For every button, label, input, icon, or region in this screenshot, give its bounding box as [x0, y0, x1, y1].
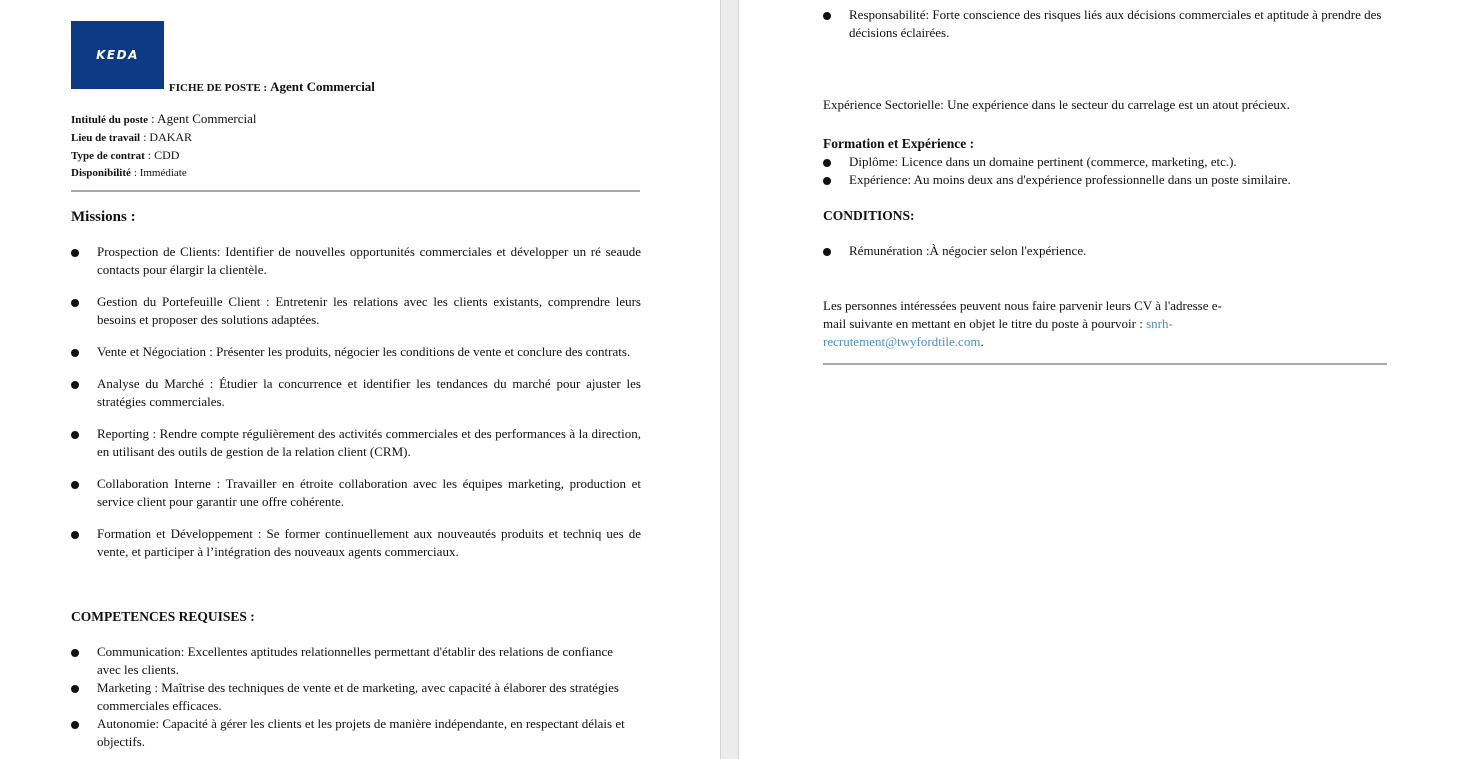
competence-text: Responsabilité: Forte conscience des risques liés aux décisions commerciales et aptitude à prendre des décisions éclairées.: [849, 7, 1382, 40]
competence-item: [71, 679, 631, 715]
closing-line-2: [823, 315, 1293, 333]
formation-list: [823, 153, 1383, 189]
contrat-label: Type de contrat: [71, 150, 145, 162]
company-logo: [71, 21, 164, 89]
info-row-contrat: [71, 147, 256, 165]
competence-text: Marketing : Maîtrise des techniques de vente et de marketing, avec capacité à élaborer des stratégies commerciales efficaces.: [97, 680, 619, 713]
job-info-block: [71, 110, 256, 180]
bullet-dot: [823, 248, 831, 256]
bullet-dot: [823, 177, 831, 185]
formation-item: [823, 171, 1383, 189]
competence-item: [71, 715, 631, 751]
missions-list: [71, 243, 641, 575]
info-row-lieu: [71, 129, 256, 147]
condition-item: [823, 242, 1383, 260]
competence-text: Communication: Excellentes aptitudes relationnelles permettant d'établir des relations de confiance avec les clients.: [97, 644, 614, 677]
bullet-dot: [71, 299, 79, 307]
mission-text: Formation et Développement : Se former continuellement aux nouveautés produits et techniq ues de vente, et participer à l’intégration des nouveaux agents commerciaux.: [97, 526, 641, 559]
condition-text: Rémunération :À négocier selon l'expérience.: [849, 243, 1087, 258]
mission-text: Prospection de Clients: Identifier de nouvelles opportunités commerciales et développer un ré seaude contacts pour élargir la clientèle.: [97, 244, 641, 277]
bullet-dot: [71, 349, 79, 357]
conditions-list: [823, 242, 1383, 260]
mission-item: [71, 343, 641, 361]
sectorielle-end: .: [1286, 98, 1290, 113]
mission-text: Analyse du Marché : Étudier la concurrence et identifier les tendances du marché pour ajuster les stratégies commerciales.: [97, 376, 641, 409]
document-title: [169, 79, 375, 95]
bullet-dot: [71, 721, 79, 729]
email-link-part1[interactable]: snrh-: [1146, 316, 1173, 331]
contrat-value: : CDD: [147, 148, 180, 162]
formation-heading: Formation et Expérience :: [823, 136, 975, 151]
formation-text: Expérience: Au moins deux ans d'expérience professionnelle dans un poste similaire.: [849, 172, 1291, 187]
email-link-part2[interactable]: recrutement@twyfordtile.com: [823, 334, 981, 349]
intitule-label: Intitulé du poste: [71, 114, 149, 126]
mission-item: [71, 475, 641, 511]
mission-item: [71, 425, 641, 461]
bullet-dot: [823, 12, 831, 20]
bullet-dot: [71, 431, 79, 439]
competence-item: [823, 6, 1383, 42]
bullet-dot: [71, 685, 79, 693]
bullet-dot: [71, 649, 79, 657]
formation-item: [823, 153, 1383, 171]
bullet-dot: [823, 159, 831, 167]
mission-item: [71, 243, 641, 279]
experience-sectorielle: [823, 97, 1290, 114]
mission-item: [71, 525, 641, 561]
bullet-dot: [71, 531, 79, 539]
formation-text: Diplôme: Licence dans un domaine pertinent (commerce, marketing, etc.).: [849, 154, 1237, 169]
mission-text: Collaboration Interne : Travailler en étroite collaboration avec les équipes marketing, production et service client pour garantir une offre cohérente.: [97, 476, 641, 509]
lieu-value: : DAKAR: [143, 130, 193, 144]
bullet-dot: [71, 249, 79, 257]
divider-left: [71, 190, 640, 192]
mission-text: Reporting : Rendre compte régulièrement des activités commerciales et des performances à la direction, en utilisant des outils de gestion de la relation client (CRM).: [97, 426, 641, 459]
mission-item: [71, 375, 641, 411]
mission-text: Vente et Négociation : Présenter les produits, négocier les conditions de vente et conclure des contrats.: [97, 344, 631, 359]
title-value: Agent Commercial: [270, 79, 375, 94]
logo-text: KEDA: [96, 48, 139, 62]
closing-line-1: Les personnes intéressées peuvent nous faire parvenir leurs CV à l'adresse e-: [823, 298, 1222, 313]
mission-item: [71, 293, 641, 329]
competence-text: Autonomie: Capacité à gérer les clients et les projets de manière indépendante, en respectant délais et objectifs.: [97, 716, 625, 749]
info-row-intitule: [71, 110, 256, 129]
competences-heading: COMPETENCES REQUISES :: [71, 609, 255, 624]
competences-list-continued: [823, 6, 1383, 42]
intitule-value: : Agent Commercial: [151, 111, 257, 126]
info-row-dispo: [71, 165, 256, 180]
conditions-heading: CONDITIONS:: [823, 208, 915, 223]
mission-text: Gestion du Portefeuille Client : Entretenir les relations avec les clients existants, comprendre leurs besoins et proposer des solutions adaptées.: [97, 294, 641, 327]
dispo-value: : Immédiate: [133, 167, 187, 179]
bullet-dot: [71, 381, 79, 389]
competence-item: [71, 643, 631, 679]
closing-end: .: [980, 334, 984, 349]
bullet-dot: [71, 481, 79, 489]
missions-heading: Missions :: [71, 209, 136, 225]
lieu-label: Lieu de travail: [71, 132, 141, 144]
closing-line-2-text: mail suivante en mettant en objet le titre du poste à pourvoir :: [823, 316, 1147, 331]
closing-paragraph: [823, 297, 1293, 351]
page-gutter: [720, 0, 739, 759]
competences-list: [71, 643, 631, 751]
divider-right: [823, 363, 1387, 365]
closing-line-3: [823, 333, 1293, 351]
title-prefix: FICHE DE POSTE :: [169, 82, 268, 94]
sectorielle-text: Expérience Sectorielle: Une expérience dans le secteur du carrelage est un atout précieux: [823, 97, 1287, 112]
dispo-label: Disponibilité: [71, 167, 131, 179]
